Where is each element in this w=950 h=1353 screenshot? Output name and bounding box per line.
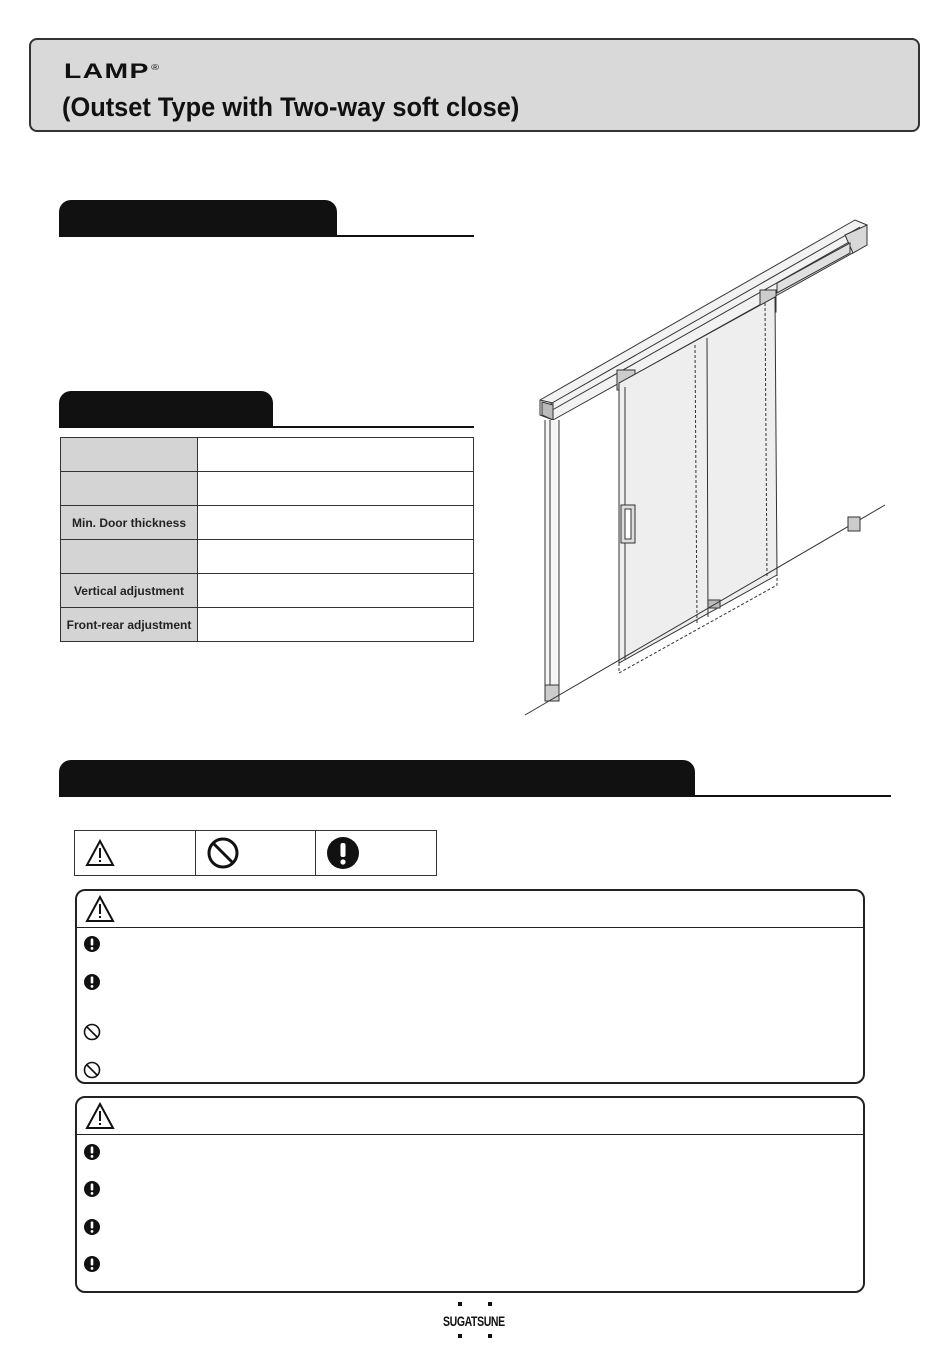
spec-value [198, 472, 474, 506]
header-box [29, 38, 920, 132]
warning-triangle-icon [85, 839, 115, 867]
spec-value [198, 438, 474, 472]
warning-box-1 [75, 889, 865, 1084]
mandatory-icon [83, 935, 101, 953]
spec-value [198, 574, 474, 608]
sliding-door-illustration [515, 215, 890, 720]
mandatory-icon [326, 836, 360, 870]
spec-label [61, 438, 198, 472]
prohibited-icon [206, 836, 240, 870]
mandatory-icon [83, 1218, 101, 1236]
warning-box-header [77, 891, 863, 928]
section-tab-safety [59, 760, 695, 796]
safety-legend [74, 830, 437, 876]
spec-row [61, 438, 474, 472]
section-tab-features [59, 200, 337, 236]
legend-caution [75, 831, 196, 875]
spec-label: Min. Door thickness [61, 506, 198, 540]
spec-label [61, 540, 198, 574]
legend-mandatory [316, 831, 436, 875]
page-title: (Outset Type with Two-way soft close) [62, 92, 520, 122]
spec-row [61, 608, 474, 642]
warning-box-2 [75, 1096, 865, 1293]
legend-prohibited [196, 831, 317, 875]
spec-row [61, 506, 474, 540]
mandatory-icon [83, 973, 101, 991]
spec-label: Front-rear adjustment [61, 608, 198, 642]
mandatory-icon [83, 1143, 101, 1161]
section-tab-specifications [59, 391, 273, 427]
spec-row [61, 540, 474, 574]
section-underline-safety [59, 795, 891, 797]
spec-label: Vertical adjustment [61, 574, 198, 608]
spec-value [198, 608, 474, 642]
section-underline-specifications [59, 426, 474, 428]
spec-table [60, 437, 474, 642]
warning-triangle-icon [85, 895, 115, 923]
mandatory-icon [83, 1255, 101, 1273]
mandatory-icon [83, 1180, 101, 1198]
spec-label [61, 472, 198, 506]
section-underline-features [59, 235, 474, 237]
brand-logo: LAMP® [64, 60, 161, 83]
warning-box-header [77, 1098, 863, 1135]
spec-row [61, 574, 474, 608]
prohibited-icon [83, 1023, 101, 1041]
logo-text: SUGATSUNE [443, 1313, 505, 1329]
prohibited-icon [83, 1061, 101, 1079]
spec-value [198, 506, 474, 540]
warning-triangle-icon [85, 1102, 115, 1130]
spec-value [198, 540, 474, 574]
sugatsune-logo [443, 1300, 509, 1340]
spec-row [61, 472, 474, 506]
